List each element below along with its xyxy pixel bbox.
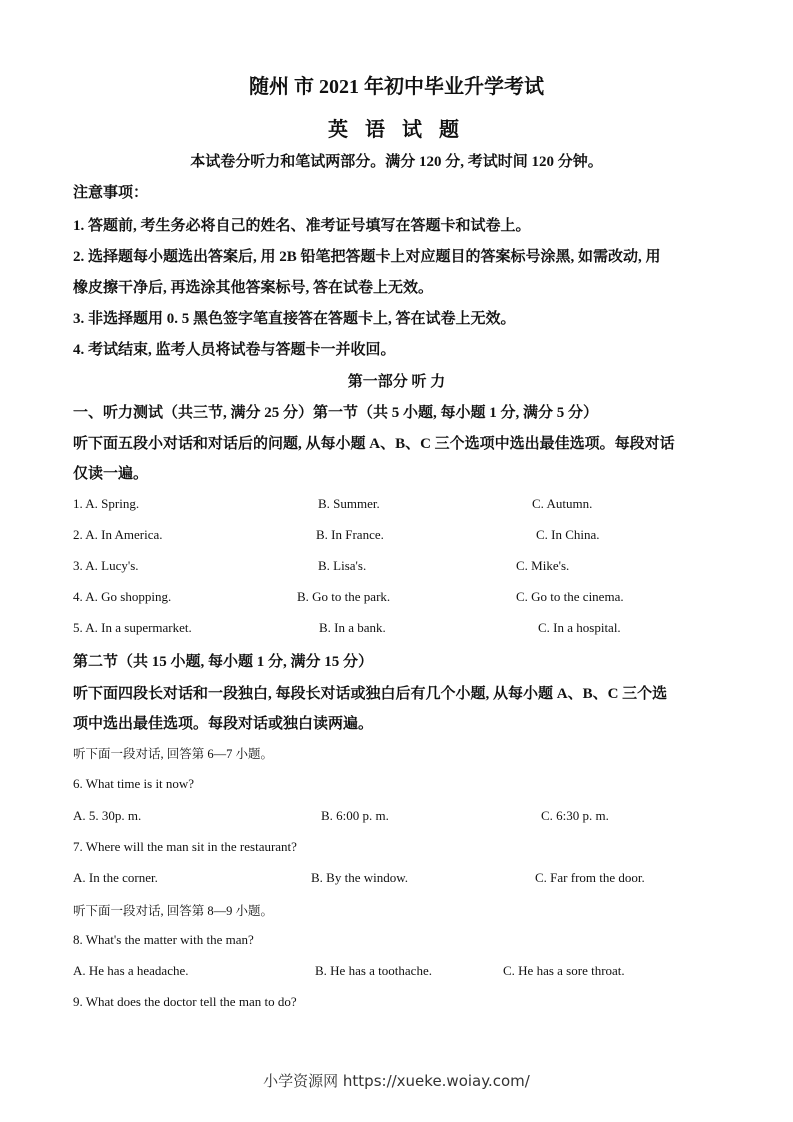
option-b: B. In France. — [316, 527, 384, 542]
notice-heading: 注意事项： — [73, 185, 149, 201]
option-a: 1. A. Spring. — [73, 496, 140, 511]
option-c: C. Autumn. — [532, 496, 593, 511]
notice-1: 1. 答题前, 考生务必将自己的姓名、准考证号填写在答题卡和试卷上。 — [73, 218, 531, 234]
option-b: B. In a bank. — [319, 620, 386, 635]
notice-3: 3. 非选择题用 0. 5 黑色签字笔直接答在答题卡上, 答在试卷上无效。 — [73, 311, 516, 327]
option-c: C. In China. — [536, 527, 600, 542]
option-a: 3. A. Lucy's. — [73, 558, 139, 573]
option-c: C. 6:30 p. m. — [541, 808, 609, 823]
notice-2: 2. 选择题每小题选出答案后, 用 2B 铅笔把答题卡上对应题目的答案标号涂黑, 如需改动, 用 — [73, 249, 661, 265]
option-c: C. He has a sore throat. — [503, 963, 625, 978]
notice-2-cont: 橡皮擦干净后, 再选涂其他答案标号, 答在试卷上无效。 — [73, 280, 434, 296]
option-a: A. He has a headache. — [73, 963, 189, 978]
option-c: C. Go to the cinema. — [516, 589, 624, 604]
option-b: B. He has a toothache. — [315, 963, 432, 978]
question-7: 7. Where will the man sit in the restaurant? — [73, 839, 297, 854]
exam-subtitle: 英 语 试 题 — [328, 119, 465, 141]
option-b: B. Go to the park. — [297, 589, 391, 604]
option-a: 5. A. In a supermarket. — [73, 620, 192, 635]
option-a: 2. A. In America. — [73, 527, 163, 542]
option-b: B. By the window. — [311, 870, 409, 885]
section2-instructions-cont: 项中选出最佳选项。每段对话或独白读两遍。 — [73, 716, 374, 732]
option-b: B. 6:00 p. m. — [321, 808, 389, 823]
option-b: B. Summer. — [318, 496, 380, 511]
exam-intro: 本试卷分听力和笔试两部分。满分 120 分, 考试时间 120 分钟。 — [190, 154, 603, 170]
question-8: 8. What's the matter with the man? — [73, 932, 254, 947]
option-a: A. In the corner. — [73, 870, 158, 885]
exam-title: 随州 市 2021 年初中毕业升学考试 — [249, 76, 544, 98]
option-c: C. Mike's. — [516, 558, 570, 573]
question-9: 9. What does the doctor tell the man to do? — [73, 994, 297, 1009]
notice-4: 4. 考试结束, 监考人员将试卷与答题卡一并收回。 — [73, 342, 396, 358]
option-a: A. 5. 30p. m. — [73, 808, 142, 823]
option-c: C. In a hospital. — [538, 620, 621, 635]
question-6: 6. What time is it now? — [73, 776, 195, 791]
option-b: B. Lisa's. — [318, 558, 367, 573]
dialog2-note: 听下面一段对话, 回答第 8—9 小题。 — [73, 904, 274, 918]
footer-watermark: 小学资源网 https://xueke.woiay.com/ — [263, 1072, 530, 1090]
section1-instructions-cont: 仅读一遍。 — [73, 466, 149, 482]
dialog1-note: 听下面一段对话, 回答第 6—7 小题。 — [73, 747, 274, 761]
part1-heading: 第一部分 听 力 — [347, 374, 446, 390]
section2-instructions: 听下面四段长对话和一段独白, 每段长对话或独白后有几个小题, 从每小题 A、B、C 三个选 — [73, 686, 668, 702]
section1-instructions: 听下面五段小对话和对话后的问题, 从每小题 A、B、C 三个选项中选出最佳选项。每段对话 — [73, 436, 675, 452]
section2-heading: 第二节（共 15 小题, 每小题 1 分, 满分 15 分） — [73, 654, 374, 670]
option-a: 4. A. Go shopping. — [73, 589, 172, 604]
option-c: C. Far from the door. — [535, 870, 645, 885]
section1-heading: 一、听力测试（共三节, 满分 25 分）第一节（共 5 小题, 每小题 1 分, 满分 5 分） — [73, 405, 599, 421]
